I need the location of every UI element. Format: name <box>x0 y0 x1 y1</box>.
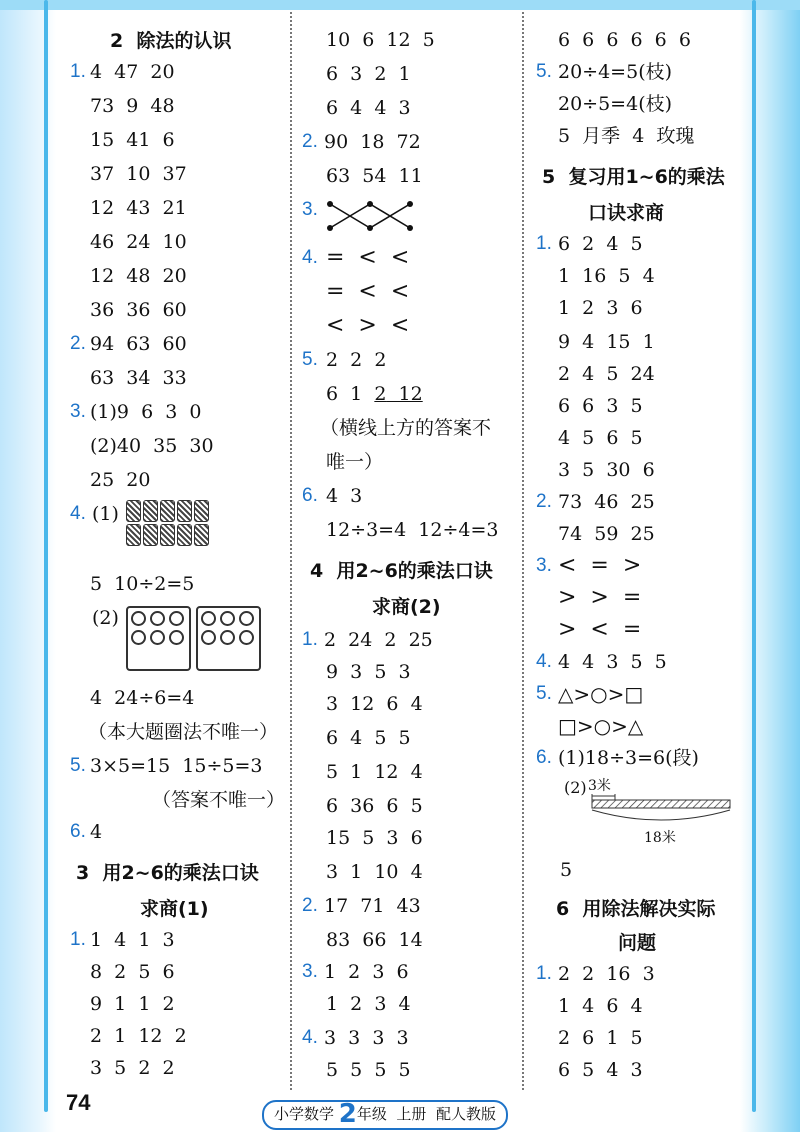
answer-line: 74 59 25 <box>558 523 655 545</box>
question-number: 1. <box>70 929 86 950</box>
fruit-icon <box>201 611 216 626</box>
answer-line: 15 41 6 <box>90 129 175 151</box>
part-label: (1) <box>92 503 119 525</box>
footer-edition: 年级 上册 配人教版 <box>356 1105 496 1123</box>
fruit-icon <box>169 611 184 626</box>
question-number: 3. <box>70 401 86 422</box>
pineapple-icon <box>126 524 141 546</box>
pineapple-icon <box>126 500 141 522</box>
question-number: 5. <box>302 349 318 370</box>
part-label: (2) <box>92 607 119 629</box>
answer-line: 4 <box>90 821 103 843</box>
question-number: 4. <box>536 651 552 672</box>
pineapple-icon <box>194 524 209 546</box>
right-wave-decoration <box>740 0 800 1132</box>
total-length-label: 18米 <box>644 830 676 846</box>
footer-subject: 小学数学 <box>274 1105 335 1123</box>
answer-line: 17 71 43 <box>324 895 421 917</box>
answer-line: 4 24÷6=4 <box>90 687 195 709</box>
answer-line: 1 4 1 3 <box>90 929 175 951</box>
answer-line: 3 1 10 4 <box>326 861 423 883</box>
answer-line: 6 36 6 5 <box>326 795 423 817</box>
section-title: 求商(1) <box>140 898 209 920</box>
answer-line: = < < <box>326 245 410 270</box>
question-number: 1. <box>302 629 318 650</box>
note: （答案不唯一） <box>152 789 286 811</box>
part-label: (2) <box>564 778 587 797</box>
answer-line: 4 47 20 <box>90 61 175 83</box>
pineapple-icon <box>194 500 209 522</box>
section-title: 求商(2) <box>372 596 441 618</box>
fruit-icon <box>169 630 184 645</box>
answer-line: 3 3 3 3 <box>324 1027 409 1049</box>
question-number: 1. <box>536 963 552 984</box>
answer-line: 9 1 1 2 <box>90 993 175 1015</box>
page-number: 74 <box>66 1090 91 1115</box>
note: （横线上方的答案不 <box>320 417 492 439</box>
answer-line: 25 20 <box>90 469 151 491</box>
question-number: 2. <box>536 491 552 512</box>
answer-line: 5 10÷2=5 <box>90 573 195 595</box>
question-number: 4. <box>70 503 86 524</box>
answer-line: 6 3 2 1 <box>326 63 411 85</box>
answer-line: 12 43 21 <box>90 197 187 219</box>
answer-line: □>○>△ <box>558 714 644 738</box>
question-number: 3. <box>302 961 318 982</box>
answer-line: 73 9 48 <box>90 95 175 117</box>
matching-lines-diagram <box>324 196 416 236</box>
answer-line: < = > <box>558 553 642 578</box>
answer-line: 20÷4=5(枝) <box>558 61 673 83</box>
answer-line: 6 1 2 12 <box>326 383 423 405</box>
left-border-line <box>44 0 48 1112</box>
fruit-icon <box>220 630 235 645</box>
section-title: 6 用除法解决实际 <box>556 898 716 920</box>
pineapple-icon <box>177 524 192 546</box>
answer-line: < > < <box>326 313 410 338</box>
answer-line: 6 2 4 5 <box>558 233 643 255</box>
answer-line: 1 16 5 4 <box>558 265 655 287</box>
answer-line: 3 5 30 6 <box>558 459 655 481</box>
answer-line: 6 4 4 3 <box>326 97 411 119</box>
answer-line: 6 5 4 3 <box>558 1059 643 1081</box>
answer-line: △>○>□ <box>558 682 644 706</box>
answer-line: 2 2 16 3 <box>558 963 655 985</box>
answer-line: 9 4 15 1 <box>558 331 655 353</box>
question-number: 5. <box>536 683 552 704</box>
question-number: 3. <box>536 555 552 576</box>
section-title: 问题 <box>618 932 657 954</box>
answer-line: 46 24 10 <box>90 231 187 253</box>
pineapple-icon <box>143 524 158 546</box>
answer-line: 2 4 5 24 <box>558 363 655 385</box>
answer-line: 4 5 6 5 <box>558 427 643 449</box>
question-number: 4. <box>302 1027 318 1048</box>
circled-group-2 <box>196 606 261 671</box>
section-title: 5 复习用1~6的乘法 <box>542 166 725 188</box>
section-title: 4 用2~6的乘法口诀 <box>310 560 493 582</box>
answer-line: 4 4 3 5 5 <box>558 651 667 673</box>
question-number: 1. <box>536 233 552 254</box>
answer-line: 3 5 2 2 <box>90 1057 175 1079</box>
fruit-icon <box>150 611 165 626</box>
question-number: 5. <box>70 755 86 776</box>
column-divider <box>290 12 292 1090</box>
note: 唯一） <box>326 451 384 473</box>
answer-line: > > = <box>558 585 642 610</box>
answer-line: 6 4 5 5 <box>326 727 411 749</box>
answer-line: 5 5 5 5 <box>326 1059 411 1081</box>
note: （本大题圈法不唯一） <box>88 721 279 743</box>
circled-group-1 <box>126 606 191 671</box>
question-number: 6. <box>302 485 318 506</box>
answer-line: 3×5=15 15÷5=3 <box>90 755 263 777</box>
answer-line: 5 1 12 4 <box>326 761 423 783</box>
question-number: 2. <box>302 131 318 152</box>
pineapple-icon <box>143 500 158 522</box>
fruit-icon <box>131 630 146 645</box>
pineapple-icon <box>177 500 192 522</box>
pineapple-icon <box>160 500 175 522</box>
answer-line: 12 48 20 <box>90 265 187 287</box>
answer-line: 3 12 6 4 <box>326 693 423 715</box>
answer-line: = < < <box>326 279 410 304</box>
book-footer-badge <box>262 1100 508 1130</box>
pineapple-icon <box>160 524 175 546</box>
answer-line: (2)40 35 30 <box>90 435 214 457</box>
answer-line: 37 10 37 <box>90 163 187 185</box>
question-number: 1. <box>70 61 86 82</box>
answer-line: 63 34 33 <box>90 367 187 389</box>
answer-line: (1)9 6 3 0 <box>90 401 202 423</box>
answer-line: 5 <box>560 859 573 881</box>
pineapple-grid-image <box>126 500 209 546</box>
fruit-icon <box>201 630 216 645</box>
fruit-icon <box>131 611 146 626</box>
fruit-icon <box>239 630 254 645</box>
question-number: 2. <box>302 895 318 916</box>
segment-label: 3米 <box>588 778 611 794</box>
top-decoration <box>0 0 800 10</box>
answer-line: 5 月季 4 玫瑰 <box>558 125 695 147</box>
answer-line: 2 24 2 25 <box>324 629 433 651</box>
question-number: 3. <box>302 199 318 220</box>
answer-line: 63 54 11 <box>326 165 423 187</box>
answer-line: 6 6 3 5 <box>558 395 643 417</box>
right-border-line <box>752 0 756 1112</box>
question-number: 6. <box>536 747 552 768</box>
question-number: 2. <box>70 333 86 354</box>
answer-line: 6 6 6 6 6 6 <box>558 29 691 51</box>
answer-line: 4 3 <box>326 485 363 507</box>
section-title: 口诀求商 <box>588 202 665 224</box>
answer-line: 73 46 25 <box>558 491 655 513</box>
section-title: 3 用2~6的乘法口诀 <box>76 862 259 884</box>
answer-line: 10 6 12 5 <box>326 29 435 51</box>
answer-line: 1 2 3 4 <box>326 993 411 1015</box>
question-number: 6. <box>70 821 86 842</box>
answer-line: 1 2 3 6 <box>558 297 643 319</box>
section-title: 2 除法的认识 <box>110 30 232 52</box>
answer-line: 9 3 5 3 <box>326 661 411 683</box>
footer-grade: 2 <box>338 1099 357 1129</box>
answer-line: 12÷3=4 12÷4=3 <box>326 519 499 541</box>
fruit-icon <box>150 630 165 645</box>
answer-line: 2 6 1 5 <box>558 1027 643 1049</box>
answer-line: 36 36 60 <box>90 299 187 321</box>
answer-line: (1)18÷3=6(段) <box>558 747 699 769</box>
fruit-icon <box>220 611 235 626</box>
column-divider <box>522 12 524 1090</box>
answer-line: 15 5 3 6 <box>326 827 423 849</box>
answer-line: 1 4 6 4 <box>558 995 643 1017</box>
answer-line: 1 2 3 6 <box>324 961 409 983</box>
question-number: 4. <box>302 247 318 268</box>
answer-line: 2 2 2 <box>326 349 387 371</box>
answer-line: 94 63 60 <box>90 333 187 355</box>
answer-line: 90 18 72 <box>324 131 421 153</box>
answer-line: > < = <box>558 617 642 642</box>
answer-line: 83 66 14 <box>326 929 423 951</box>
answer-line: 2 1 12 2 <box>90 1025 187 1047</box>
answer-line: 8 2 5 6 <box>90 961 175 983</box>
fruit-icon <box>239 611 254 626</box>
answer-line: 20÷5=4(枝) <box>558 93 673 115</box>
question-number: 5. <box>536 61 552 82</box>
